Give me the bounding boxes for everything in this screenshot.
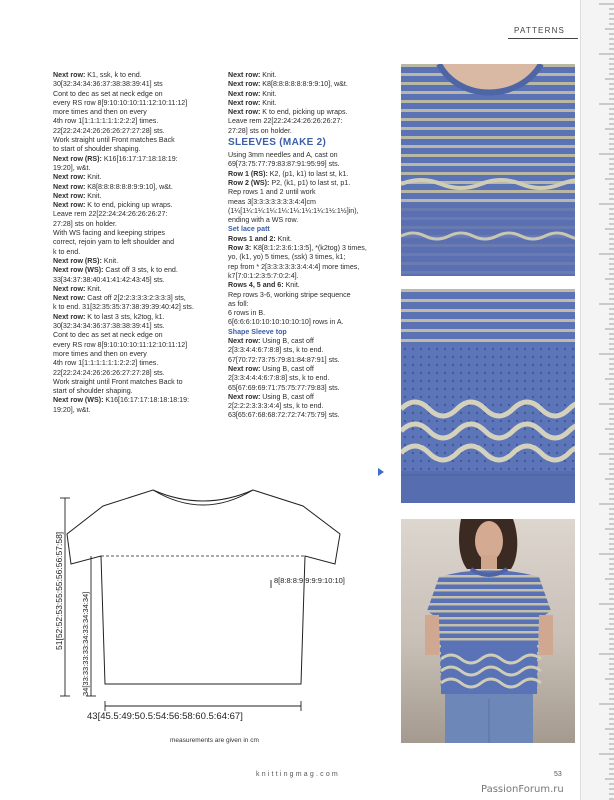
lace-line xyxy=(228,253,400,262)
instruction-label: Next row: xyxy=(228,71,261,79)
left-col-line xyxy=(53,192,225,201)
instruction-label: Next row: xyxy=(53,182,86,191)
left-col-line xyxy=(53,303,225,312)
left-col-line xyxy=(53,359,225,368)
continue-arrow-icon xyxy=(378,468,384,476)
instruction-text: ending with a WS row. xyxy=(228,216,299,225)
instruction-label: Next row: xyxy=(228,80,261,89)
instruction-text: K8[8:8:8:8:8:8:9:9:10], w&t. xyxy=(85,182,173,191)
left-col-line xyxy=(53,369,225,378)
right-col-line xyxy=(228,90,400,99)
left-col-line xyxy=(53,117,225,126)
left-col-line xyxy=(53,257,225,266)
instruction-text: 6[6:6:6:10:10:10:10:10:10] rows in A. xyxy=(228,318,344,327)
left-col-line xyxy=(53,183,225,192)
instruction-text: K1, ssk, k to end. xyxy=(85,71,142,79)
instruction-text: start of shoulder shaping. xyxy=(53,387,133,396)
right-col-line xyxy=(228,71,400,80)
left-col-line xyxy=(53,276,225,285)
instruction-text: K to end, picking up wraps. xyxy=(85,201,173,210)
instruction-text: Using B, cast off xyxy=(260,337,314,346)
sleeves-line xyxy=(228,151,400,160)
instruction-label: Next row: xyxy=(228,108,261,117)
width-dimension: 43[45.5:49:50.5:54:56:58:60.5:64:67] xyxy=(87,711,243,722)
instruction-text: 30[32:34:34:36:37:38:38:39:41] sts. xyxy=(53,322,165,331)
instruction-text: k to end. 31[32:35:35:37:38:39:39:40:42] sts. xyxy=(53,303,194,312)
instruction-text: every RS row 8[9:10:10:10:11:12:10:11:12] xyxy=(53,98,188,107)
left-col-line xyxy=(53,387,225,396)
shape-sleeve-heading: Shape Sleeve top xyxy=(228,327,287,336)
shape-line xyxy=(228,393,400,402)
instruction-text: 69[73:75:77:79:83:87:91:95:99] sts. xyxy=(228,160,340,169)
sleeves-line xyxy=(228,188,400,197)
lace-pattern-heading: Set lace patt xyxy=(228,225,270,234)
instruction-text: k to end. xyxy=(53,247,81,256)
left-col-line xyxy=(53,210,225,219)
instruction-text: Knit. xyxy=(283,281,300,290)
instruction-text: Rep rows 3-6, working stripe sequence xyxy=(228,290,351,299)
instruction-label: Next row: xyxy=(53,191,86,200)
section-label: PATTERNS xyxy=(514,26,566,35)
instruction-text: 27:28] sts on holder. xyxy=(53,219,117,228)
header-rule xyxy=(508,38,578,39)
instruction-label: Next row: xyxy=(53,173,86,182)
instruction-text: 2[3:3:4:4:4:6:7:8:8] sts, k to end. xyxy=(228,374,330,383)
left-col-line xyxy=(53,331,225,340)
instruction-text: Rep rows 1 and 2 until work xyxy=(228,188,316,197)
photo-lace-detail xyxy=(401,289,575,503)
left-col-line xyxy=(53,266,225,275)
right-col-line xyxy=(228,99,400,108)
instruction-text: Using 3mm needles and A, cast on xyxy=(228,151,338,160)
lace-line xyxy=(228,263,400,272)
shape-line xyxy=(228,374,400,383)
lace-line xyxy=(228,318,400,327)
photo-yoke-detail xyxy=(401,64,575,276)
instruction-label: Next row: xyxy=(228,392,261,401)
shape-line xyxy=(228,337,400,346)
instruction-text: With WS facing and keeping stripes xyxy=(53,229,165,238)
sleeves-line xyxy=(228,207,400,216)
watermark-text: PassionForum.ru xyxy=(481,784,564,795)
shape-line xyxy=(228,384,400,393)
left-col-line xyxy=(53,136,225,145)
instruction-text: more times and then on every xyxy=(53,349,147,358)
instruction-text: K16[16:17:17:18:18:18:19: xyxy=(103,396,190,405)
lace-line xyxy=(228,272,400,281)
instruction-text: 22[22:24:24:26:26:26:27:27:28] sts. xyxy=(53,126,165,135)
left-col-line xyxy=(53,285,225,294)
instruction-text: Using B, cast off xyxy=(260,392,314,401)
measurement-note: measurements are given in cm xyxy=(170,737,259,744)
instruction-text: Cont to dec as set at neck edge on xyxy=(53,89,163,98)
left-col-line xyxy=(53,229,225,238)
instruction-text: 27:28] sts on holder. xyxy=(228,126,292,135)
left-col-line xyxy=(53,350,225,359)
shape-line xyxy=(228,402,400,411)
sleeves-line xyxy=(228,216,400,225)
instruction-text: rep from * 2[3:3:3:3:3:3:4:4:4] more times, xyxy=(228,262,360,271)
instruction-text: 67[70:72:73:75:79:81:84:87:91] sts. xyxy=(228,355,340,364)
shape-line xyxy=(228,356,400,365)
instruction-text: Knit. xyxy=(260,89,277,98)
left-col-line xyxy=(53,155,225,164)
pattern-column-left xyxy=(53,71,225,415)
sleeves-heading: SLEEVES (MAKE 2) xyxy=(228,137,327,149)
left-col-line xyxy=(53,322,225,331)
shape-line xyxy=(228,411,400,420)
instruction-text: Knit. xyxy=(260,98,277,107)
instruction-label: Rows 1 and 2: xyxy=(228,234,276,243)
shape-line xyxy=(228,365,400,374)
left-col-line xyxy=(53,396,225,405)
lace-line xyxy=(228,309,400,318)
lace-line xyxy=(228,291,400,300)
left-col-line xyxy=(53,80,225,89)
instruction-text: k7[7:0:1:2:3:5:7:0:2:4]. xyxy=(228,271,299,280)
sleeves-line xyxy=(228,170,400,179)
left-col-line xyxy=(53,238,225,247)
left-col-line xyxy=(53,71,225,80)
left-col-line xyxy=(53,220,225,229)
instruction-text: K to end, picking up wraps. xyxy=(260,108,348,117)
instruction-text: 65[67:69:69:71:75:75:77:79:83] sts. xyxy=(228,383,340,392)
instruction-text: 2[3:3:4:4:6:7:8:8] sts, k to end. xyxy=(228,346,324,355)
garment-schematic xyxy=(55,484,390,724)
instruction-text: 63[65:67:68:68:72:72:74:75:79] sts. xyxy=(228,411,340,420)
instruction-text: meas 3[3:3:3:3:3:3:3:4:4]cm xyxy=(228,197,316,206)
instruction-text: (1¼[1¼:1¼:1¼:1¼:1¼:1¼:1¼:1½:1½]in), xyxy=(228,206,359,215)
instruction-text: Work straight until Front matches Back xyxy=(53,136,175,145)
instruction-text: Cast off 2[2:2:3:3:3:2:3:3:3] sts, xyxy=(85,294,186,303)
schematic-drawing xyxy=(55,484,390,724)
instruction-text: Knit. xyxy=(85,284,102,293)
instruction-label: Next row (RS): xyxy=(53,154,102,163)
instruction-text: Knit. xyxy=(101,256,119,265)
left-col-line xyxy=(53,108,225,117)
instruction-text: to start of shoulder shaping. xyxy=(53,145,141,154)
instruction-text: Cast off 3 sts, k to end. xyxy=(103,266,178,275)
right-col-line xyxy=(228,117,400,126)
instruction-text: Knit. xyxy=(85,173,102,182)
instruction-text: Knit. xyxy=(275,234,292,243)
instruction-label: Next row: xyxy=(53,294,86,303)
right-col-line xyxy=(228,80,400,89)
instruction-text: K8[8:1:2:3:6:1:3:5], *(k2tog) 3 times, xyxy=(251,244,367,253)
instruction-text: correct, rejoin yarn to left shoulder and xyxy=(53,238,175,247)
instruction-text: Using B, cast off xyxy=(260,364,314,373)
instruction-text: Knit. xyxy=(260,71,277,79)
photo-model xyxy=(401,519,575,743)
instruction-text: Cont to dec as set at neck edge on xyxy=(53,331,163,340)
right-col-line xyxy=(228,108,400,117)
instruction-text: K2, (p1, k1) to last st, k1. xyxy=(267,169,349,178)
left-col-line xyxy=(53,294,225,303)
instruction-text: more times and then on every xyxy=(53,108,147,117)
left-col-line xyxy=(53,145,225,154)
instruction-text: K8[8:8:8:8:8:8:9:9:10], w&t. xyxy=(260,80,348,89)
right-col-line xyxy=(228,127,400,136)
page-number: 53 xyxy=(554,771,562,778)
instruction-label: Next row: xyxy=(228,98,261,107)
lace-line xyxy=(228,244,400,253)
instruction-text: 2[2:2:2:3:3:3:4:4] sts, k to end. xyxy=(228,402,324,411)
instruction-label: Next row (RS): xyxy=(53,256,102,265)
sleeves-line xyxy=(228,179,400,188)
instruction-text: 4th row 1[1:1:1:1:1:1:2:2:2] times. xyxy=(53,359,159,368)
sleeves-line xyxy=(228,198,400,207)
instruction-label: Row 1 (RS): xyxy=(228,169,268,178)
left-col-line xyxy=(53,341,225,350)
instruction-label: Row 3: xyxy=(228,244,252,253)
instruction-text: 19:20], w&t. xyxy=(53,405,91,414)
instruction-label: Next row: xyxy=(53,201,86,210)
footer-website: knittingmag.com xyxy=(256,771,340,778)
instruction-text: Work straight until Front matches Back to xyxy=(53,377,183,386)
sleeves-line xyxy=(228,160,400,169)
instruction-text: 6 rows in B. xyxy=(228,309,266,318)
left-col-line xyxy=(53,164,225,173)
left-col-line xyxy=(53,313,225,322)
instruction-text: P2, (k1, p1) to last st, p1. xyxy=(269,178,351,187)
instruction-label: Next row (WS): xyxy=(53,396,104,405)
instruction-text: 22[22:24:24:26:26:26:27:27:28] sts. xyxy=(53,368,165,377)
left-col-line xyxy=(53,378,225,387)
instruction-text: 30[32:34:34:36:37:38:38:39:41] sts xyxy=(53,80,163,89)
ruler-ticks xyxy=(581,0,614,800)
measuring-ruler xyxy=(580,0,614,800)
instruction-text: Leave rem 22[22:24:24:26:26:26:27: xyxy=(53,210,168,219)
left-col-line xyxy=(53,201,225,210)
instruction-text: as foll: xyxy=(228,299,249,308)
instruction-label: Next row (WS): xyxy=(53,266,104,275)
instruction-text: 4th row 1[1:1:1:1:1:1:2:2:2] times. xyxy=(53,117,159,126)
left-col-line xyxy=(53,127,225,136)
instruction-text: 33[34:37:38:40:41:41:42:43:45] sts. xyxy=(53,275,165,284)
length-dimension: 51[52:52:53:55:55:56:56:57:58] xyxy=(54,531,64,650)
instruction-text: Knit. xyxy=(85,191,102,200)
instruction-text: every RS row 8[9:10:10:10:11:12:10:11:12] xyxy=(53,340,188,349)
pattern-column-right xyxy=(228,71,400,421)
left-col-line xyxy=(53,248,225,257)
instruction-label: Next row: xyxy=(228,89,261,98)
instruction-text: yo, (k1, yo) 5 times, (ssk) 3 times, k1; xyxy=(228,253,346,262)
lace-line xyxy=(228,300,400,309)
left-col-line xyxy=(53,406,225,415)
shape-line xyxy=(228,346,400,355)
instruction-label: Next row: xyxy=(53,71,86,79)
instruction-label: Next row: xyxy=(53,312,86,321)
lace-line xyxy=(228,281,400,290)
lace-line xyxy=(228,235,400,244)
instruction-label: Rows 4, 5 and 6: xyxy=(228,281,284,290)
instruction-label: Next row: xyxy=(228,364,261,373)
left-col-line xyxy=(53,90,225,99)
instruction-label: Next row: xyxy=(228,337,261,346)
sleeve-dimension: 8[8:8:8:9:9:9:9:10:10] xyxy=(274,576,345,585)
instruction-label: Next row: xyxy=(53,284,86,293)
instruction-text: K16[16:17:17:18:18:19: xyxy=(101,154,178,163)
instruction-text: 19:20], w&t. xyxy=(53,163,91,172)
left-col-line xyxy=(53,99,225,108)
body-length-dimension: 34[33:33:33:33:34:33:34:34:34] xyxy=(81,591,90,696)
instruction-text: Leave rem 22[22:24:24:26:26:26:27: xyxy=(228,117,343,126)
instruction-label: Row 2 (WS): xyxy=(228,178,270,187)
left-col-line xyxy=(53,173,225,182)
instruction-text: K to last 3 sts, k2tog, k1. xyxy=(85,312,165,321)
